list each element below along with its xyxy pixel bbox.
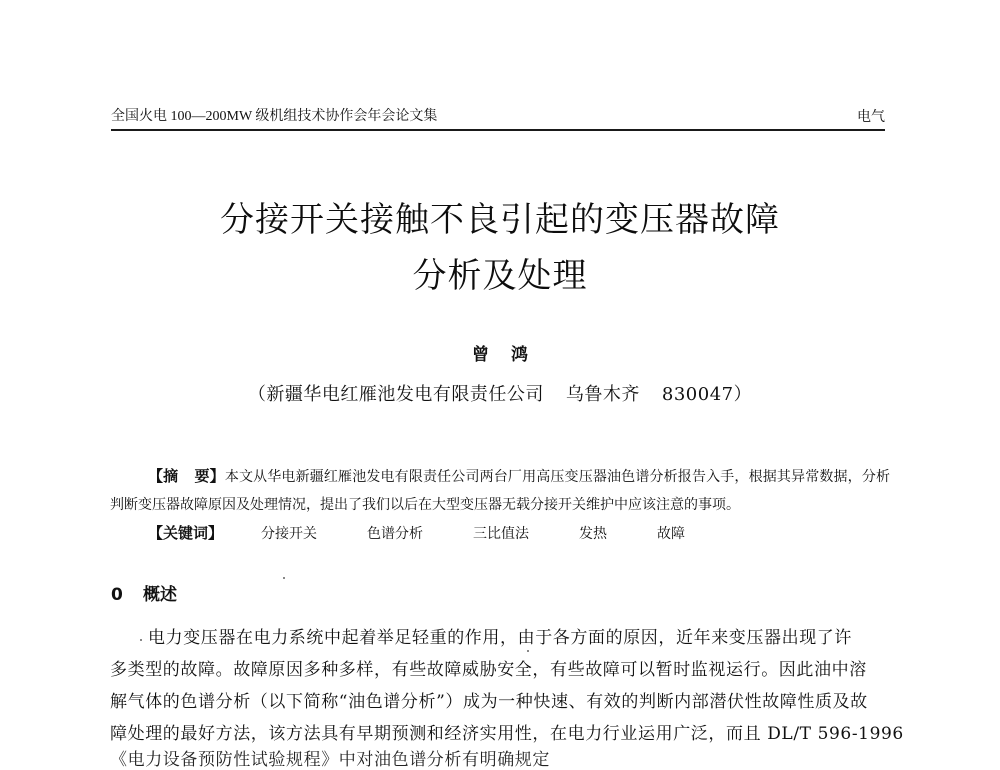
affiliation-postcode: 830047）	[661, 384, 753, 405]
abstract	[110, 462, 890, 519]
author-surname: 曾	[472, 345, 489, 365]
running-header	[111, 107, 885, 131]
abstract-label: 【摘 要】	[148, 467, 225, 485]
paper-title-line-2: 分析及处理	[412, 256, 588, 296]
affiliation-city: 乌鲁木齐	[565, 384, 640, 405]
affiliation	[0, 380, 1000, 406]
keyword: 分接开关	[261, 526, 318, 542]
keyword: 发热	[579, 526, 608, 542]
author	[0, 340, 1000, 365]
scan-speck	[527, 650, 529, 652]
running-header-title: 全国火电 100—200MW 级机组技术协作会年会论文集	[111, 109, 438, 124]
body-paragraph	[110, 622, 904, 750]
section-title: 概述	[143, 585, 177, 605]
affiliation-organization: （新疆华电红雁池发电有限责任公司	[247, 384, 544, 405]
keyword: 三比值法	[473, 526, 530, 542]
author-given-name: 鸿	[511, 345, 528, 365]
running-header-section: 电气	[857, 109, 885, 125]
section-heading	[111, 580, 177, 605]
body-line: 解气体的色谱分析（以下简称“油色谱分析”）成为一种快速、有效的判断内部潜伏性故障性质及故	[110, 692, 868, 712]
scan-speck	[140, 639, 142, 641]
body-line: 障处理的最好方法，该方法具有早期预测和经济实用性，在电力行业运用广泛，而且 DL/T 596-1996	[110, 724, 904, 744]
section-number: 0	[111, 585, 123, 605]
keyword: 色谱分析	[367, 526, 424, 542]
keywords	[110, 519, 890, 548]
body-line: 多类型的故障。故障原因多种多样，有些故障威胁安全，有些故障可以暂时监视运行。因此油中溶	[110, 660, 867, 680]
abstract-text: 本文从华电新疆红雁池发电有限责任公司两台厂用高压变压器油色谱分析报告入手，根据其异常数据，分析判断变压器故障原因及处理情况，提出了我们以后在大型变压器无载分接开关维护中应该注意的事项。	[110, 469, 890, 513]
keywords-label: 【关键词】	[148, 524, 224, 542]
abstract-block	[110, 462, 890, 548]
body-line-clipped	[110, 750, 890, 770]
keyword: 故障	[657, 526, 686, 542]
paper-title-line-1: 分接开关接触不良引起的变压器故障	[220, 200, 780, 240]
body-line: 电力变压器在电力系统中起着举足轻重的作用，由于各方面的原因，近年来变压器出现了许	[148, 628, 852, 648]
scan-speck	[283, 577, 285, 579]
clipped-text: 《电力设备预防性试验规程》中对油色谱分析有明确规定	[110, 750, 550, 770]
